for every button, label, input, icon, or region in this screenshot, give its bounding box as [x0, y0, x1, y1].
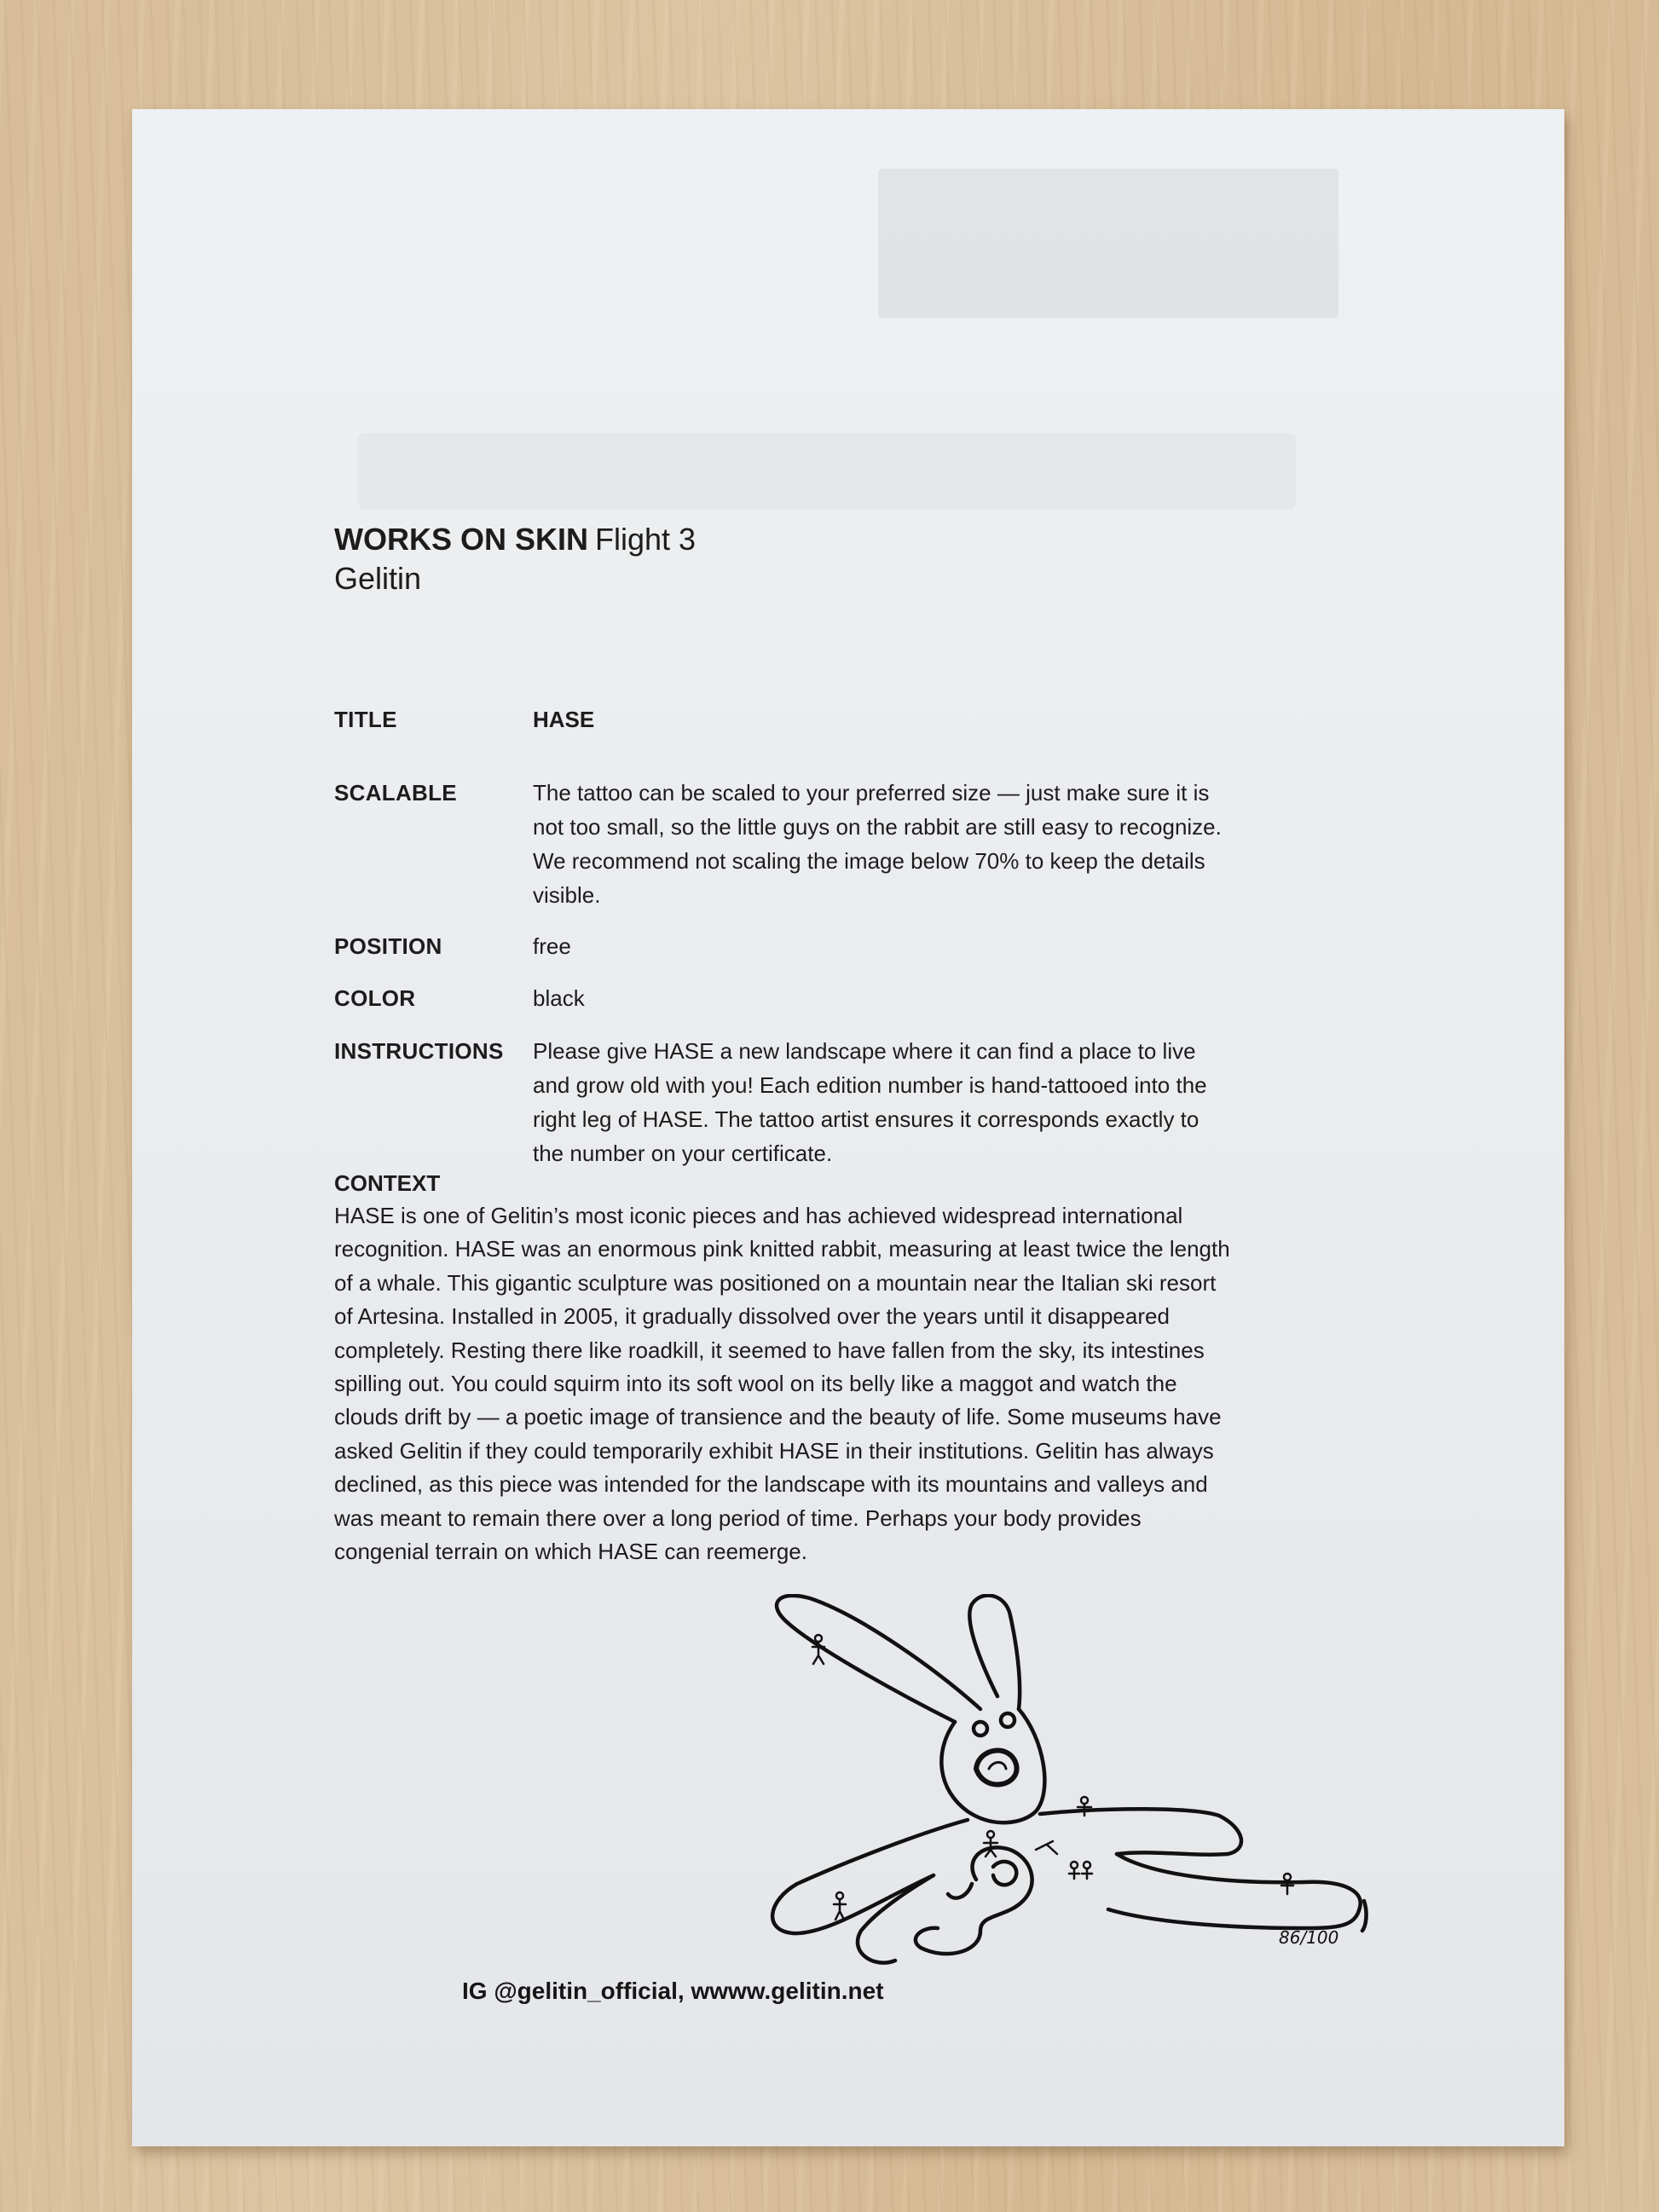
spec-label: COLOR [334, 985, 416, 1011]
context-label: CONTEXT [334, 1170, 441, 1196]
series-title: WORKS ON SKIN [334, 522, 589, 557]
spec-value: HASE [533, 707, 595, 732]
spec-value: Please give HASE a new landscape where it can find a place to live and grow old with you! Each edition number is hand-tattooed into the right leg of HASE. The tattoo artist ensures it corresponds exactly to the number on your certificate. [533, 1038, 1207, 1166]
show-through-stamp [878, 169, 1338, 318]
document-header [334, 520, 1383, 598]
spec-label: INSTRUCTIONS [334, 1038, 504, 1064]
spec-label: TITLE [334, 707, 397, 732]
rabbit-drawing-icon [750, 1594, 1381, 1969]
spec-value: The tattoo can be scaled to your preferred size — just make sure it is not too small, so the little guys on the rabbit are still easy to recognize. We recommend not scaling the image below 70% to keep the details visible. [533, 780, 1222, 908]
spec-value: free [533, 933, 571, 959]
footer-contact: IG @gelitin_official, wwww.gelitin.net [462, 1978, 884, 2004]
context-text: HASE is one of Gelitin’s most iconic pieces and has achieved widespread international recognition. HASE was an enormous pink knitted rabbit, measuring at least twice the length of a whale. This gigantic sculpture was positioned on a mountain near the Italian ski resort of Artesina. Installed in 2005, it gradually dissolved over the years until it disappeared completely. Resting there like roadkill, it seemed to have fallen from the sky, its intestines spilling out. You could squirm into its soft wool on its belly like a maggot and watch the clouds drift by — a poetic image of transience and the beauty of life. Some museums have asked Gelitin if they could temporarily exhibit HASE in their institutions. Gelitin has always declined, as this piece was intended for the landscape with its mountains and valleys and was meant to remain there over a long period of time. Perhaps your body provides congenial terrain on which HASE can reemerge. [334, 1203, 1230, 1565]
certificate-content [334, 520, 1383, 1565]
spec-label: POSITION [334, 933, 442, 959]
edition-number: 86/100 [1279, 1927, 1339, 1948]
artist-name: Gelitin [334, 561, 422, 596]
spec-label: SCALABLE [334, 780, 457, 806]
show-through-heading [358, 433, 1296, 510]
spec-value: black [533, 985, 585, 1011]
flight-number: Flight 3 [595, 522, 697, 557]
